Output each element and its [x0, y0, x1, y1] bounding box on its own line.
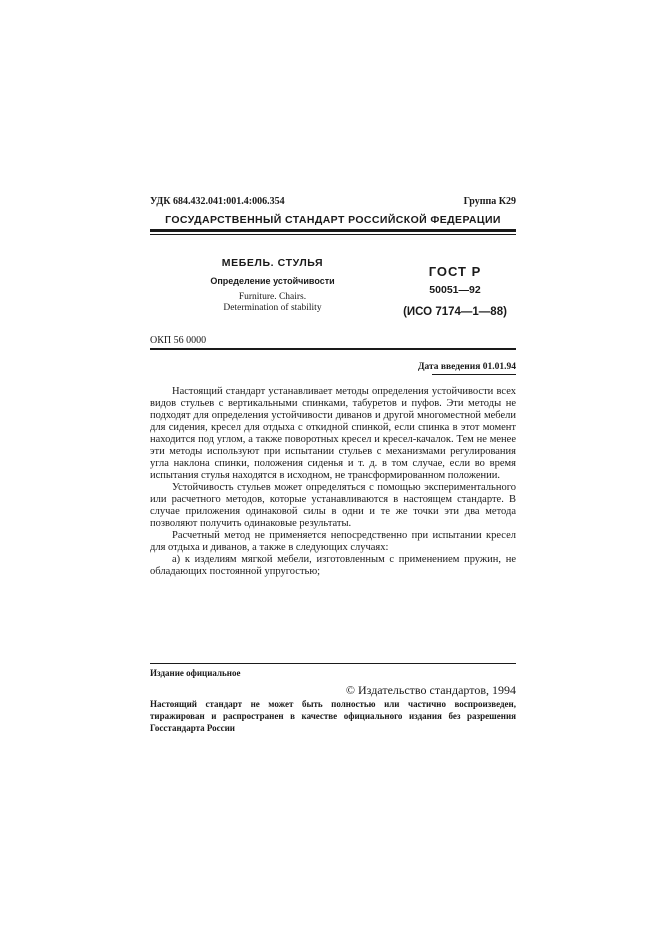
footer-rule: [150, 663, 516, 664]
udk-code: УДК 684.432.041:001.4:006.354: [150, 196, 285, 207]
reproduction-notice-text: Настоящий стандарт не может быть полностью или частично воспроизведен, тиражирован и распространен в качестве официального издания без разрешения Госстандарта России: [150, 699, 516, 733]
copyright-line: © Издательство стандартов, 1994: [345, 683, 516, 697]
english-title: [150, 292, 395, 314]
body-paragraph: Расчетный метод не применяется непосредственно при испытании кресел для отдыха и диванов, а также в следующих случаях:: [150, 530, 516, 553]
state-standard-heading: ГОСУДАРСТВЕННЫЙ СТАНДАРТ РОССИЙСКОЙ ФЕДЕРАЦИИ: [165, 214, 501, 226]
body-paragraph: а) к изделиям мягкой мебели, изготовленным с применением пружин, не обладающих постоянной упругостью;: [150, 554, 516, 577]
intro-date: Дата введения 01.01.94: [417, 362, 516, 372]
english-title-line1: Furniture. Chairs.: [238, 292, 307, 302]
gost-code: ГОСТ Р: [428, 264, 482, 279]
intro-date-underline: [432, 374, 516, 375]
okp-code: ОКП 56 0000: [150, 335, 207, 346]
header-rule-thick: [150, 229, 516, 232]
group-code: Группа К29: [463, 196, 516, 207]
title-block-rule: [150, 348, 516, 350]
document-subtitle: Определение устойчивости: [210, 276, 335, 286]
body-paragraph: Настоящий стандарт устанавливает методы определения устойчивости всех видов стульев с вертикальными спинками, табуретов и пуфов. Эти методы не подходят для определения устойчивости диванов и другой многоместной мебели для сидения, кресел для отдыха с откидной спинкой, если спинка в этот момент находится под углом, а также поворотных кресел и кресел-качалок. Тем не менее эти методы используют при испытании стульев с механизмами регулирования угла наклона спинки, положения сиденья и т. д. в том случае, если во время испытания стулья находятся в исходном, не трансформированном положении.: [150, 386, 516, 481]
document-title: МЕБЕЛЬ. СТУЛЬЯ: [221, 257, 324, 269]
header-rule-thin: [150, 234, 516, 235]
body-text: [150, 386, 516, 578]
edition-label: Издание официальное: [150, 668, 241, 678]
gost-number: 50051—92: [429, 284, 481, 296]
reproduction-notice: [150, 698, 516, 734]
english-title-line2: Determination of stability: [223, 303, 322, 313]
body-paragraph: Устойчивость стульев может определяться с помощью экспериментального или расчетного методов, которые устанавливаются в настоящем стандарте. В случае приложения одинаковой силы в одни и те же точки эти два метода позволяют получить одинаковые результаты.: [150, 482, 516, 529]
iso-reference: (ИСО 7174—1—88): [403, 306, 507, 318]
